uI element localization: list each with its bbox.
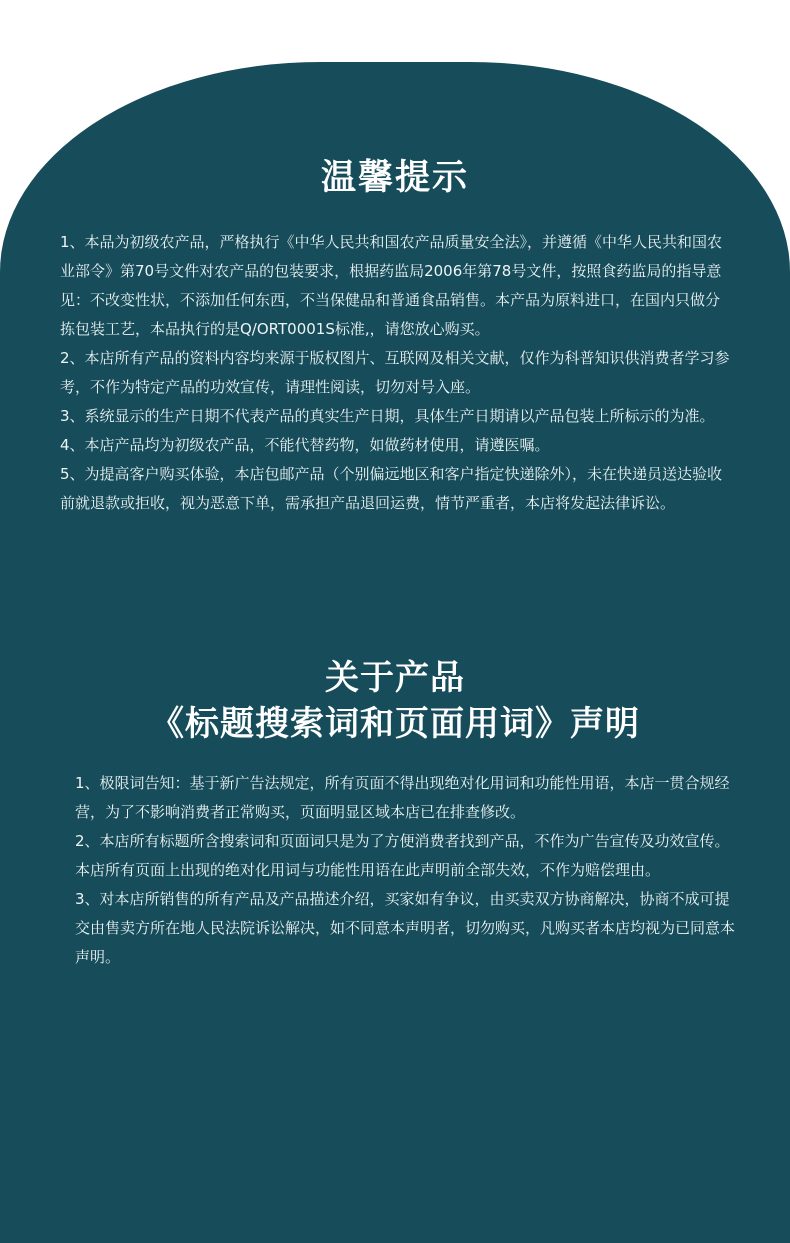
notice-item-2: 2、本店所有产品的资料内容均来源于版权图片、互联网及相关文献，仅作为科普知识供消费者学习参考，不作为特定产品的功效宣传，请理性阅读，切勿对号入座。 [60, 349, 730, 396]
statement-title [0, 655, 790, 747]
statement-list [75, 769, 735, 972]
statement-item-1: 1、极限词告知：基于新广告法规定，所有页面不得出现绝对化用词和功能性用语，本店一贯合规经营，为了不影响消费者正常购买，页面明显区域本店已在排查修改。 [75, 774, 730, 821]
statement-item-3: 3、对本店所销售的所有产品及产品描述介绍，买家如有争议，由买卖双方协商解决，协商不成可提交由售卖方所在地人民法院诉讼解决，如不同意本声明者，切勿购买，凡购买者本店均视为已同意本声明。 [75, 890, 736, 966]
statement-item-2: 2、本店所有标题所含搜索词和页面词只是为了方便消费者找到产品，不作为广告宣传及功效宣传。本店所有页面上出现的绝对化用词与功能性用语在此声明前全部失效，不作为赔偿理由。 [75, 832, 730, 879]
notice-item-5: 5、为提高客户购买体验，本店包邮产品（个别偏远地区和客户指定快递除外），未在快递员送达验收前就退款或拒收，视为恶意下单，需承担产品退回运费，情节严重者，本店将发起法律诉讼。 [60, 465, 723, 512]
notice-item-1: 1、本品为初级农产品，严格执行《中华人民共和国农产品质量安全法》，并遵循《中华人民共和国农业部令》第70号文件对农产品的包装要求，根据药监局2006年第78号文件，按照食药监局的指导意见：不改变性状，不添加任何东西，不当保健品和普通食品销售。本产品为原料进口，在国内只做分拣包装工艺，本品执行的是Q/ORT0001S标准,，请您放心购买。 [60, 233, 723, 338]
statement-title-line2: 《标题搜索词和页面用词》声明 [150, 704, 640, 744]
notice-item-3: 3、系统显示的生产日期不代表产品的真实生产日期，具体生产日期请以产品包装上所标示的为准。 [60, 407, 715, 425]
statement-title-line1: 关于产品 [325, 658, 465, 698]
notice-list [60, 228, 730, 518]
notice-item-4: 4、本店产品均为初级农产品，不能代替药物，如做药材使用，请遵医嘱。 [60, 436, 550, 454]
notice-title: 温馨提示 [320, 157, 469, 198]
